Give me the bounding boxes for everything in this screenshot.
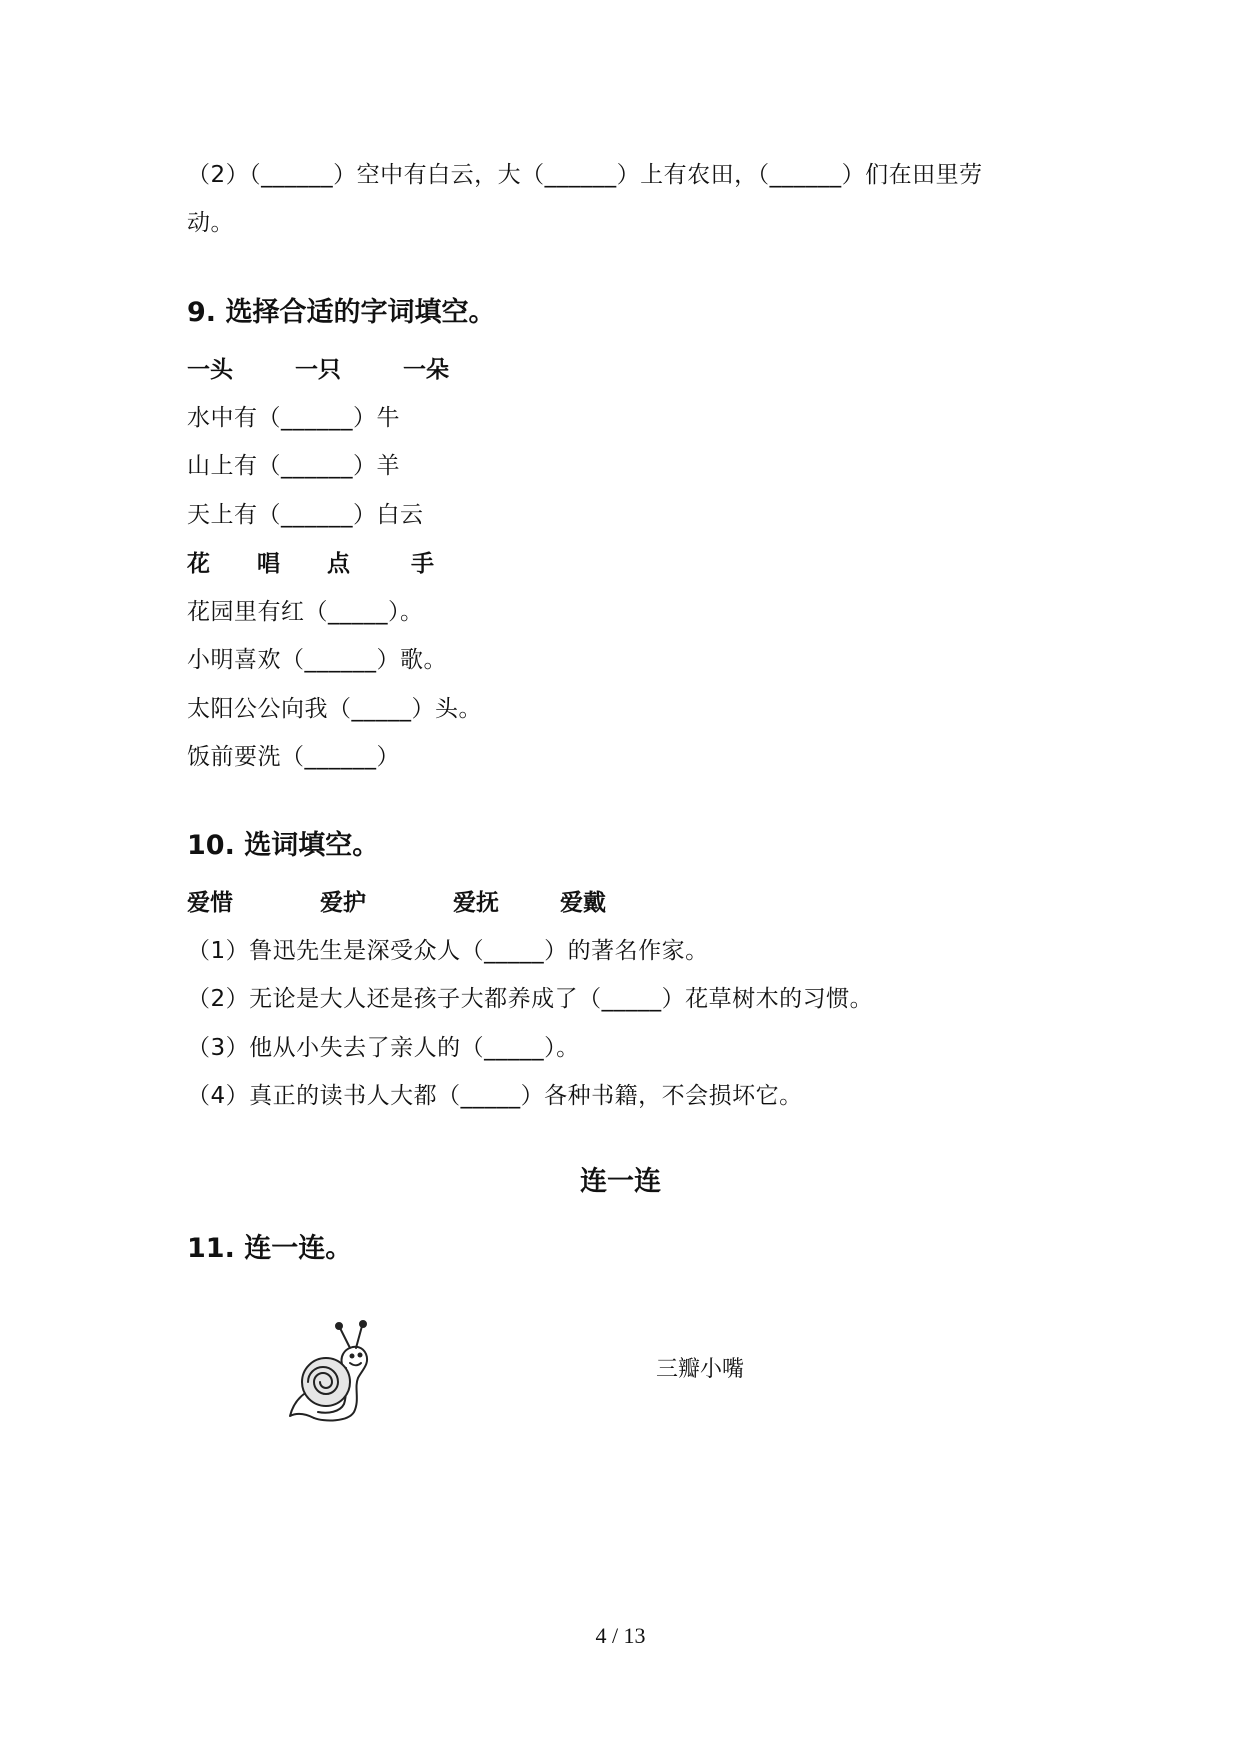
q9-item-6: 太阳公公向我（_____）头。 <box>187 696 482 722</box>
page-number: 4 / 13 <box>595 1623 646 1648</box>
q8-line1: （2）（______）空中有白云，大（______）上有农田，（______）们在田里劳 <box>187 162 983 188</box>
q9-item-7: 饭前要洗（______） <box>187 744 400 770</box>
word-option: 一头 <box>187 357 233 383</box>
q10-word-options <box>187 888 606 918</box>
word-option: 手 <box>411 551 435 577</box>
q10-heading: 10. 选词填空。 <box>187 830 380 861</box>
word-option: 爱惜 <box>187 890 233 916</box>
q9-word-options-1 <box>187 355 449 385</box>
match-option-text: 三瓣小嘴 <box>656 1357 745 1382</box>
q9-item-5: 小明喜欢（______）歌。 <box>187 647 447 673</box>
q10-item-2: （2）无论是大人还是孩子大都养成了（_____）花草树木的习惯。 <box>187 986 874 1012</box>
word-option: 爱护 <box>320 890 367 916</box>
word-option: 一只 <box>295 357 342 383</box>
word-option: 唱 <box>257 551 281 577</box>
section-title: 连一连 <box>580 1166 661 1197</box>
q10-item-3: （3）他从小失去了亲人的（_____）。 <box>187 1035 580 1061</box>
q11-heading: 11. 连一连。 <box>187 1233 353 1264</box>
q9-item-4: 花园里有红（_____）。 <box>187 599 424 625</box>
word-option: 爱戴 <box>560 890 607 916</box>
snail-icon <box>288 1318 398 1430</box>
q10-item-1: （1）鲁迅先生是深受众人（_____）的著名作家。 <box>187 938 709 964</box>
q9-item-1: 水中有（______）牛 <box>187 405 400 431</box>
word-option: 爱抚 <box>453 890 500 916</box>
q9-word-options-2 <box>187 549 434 579</box>
q9-item-2: 山上有（______）羊 <box>187 453 400 479</box>
q9-item-3: 天上有（______）白云 <box>187 502 424 528</box>
q10-item-4: （4）真正的读书人大都（_____）各种书籍，不会损坏它。 <box>187 1083 803 1109</box>
q8-line2: 动。 <box>187 210 234 236</box>
q9-heading: 9. 选择合适的字词填空。 <box>187 297 496 328</box>
word-option: 花 <box>187 551 210 577</box>
word-option: 一朵 <box>403 357 450 383</box>
word-option: 点 <box>327 551 351 577</box>
